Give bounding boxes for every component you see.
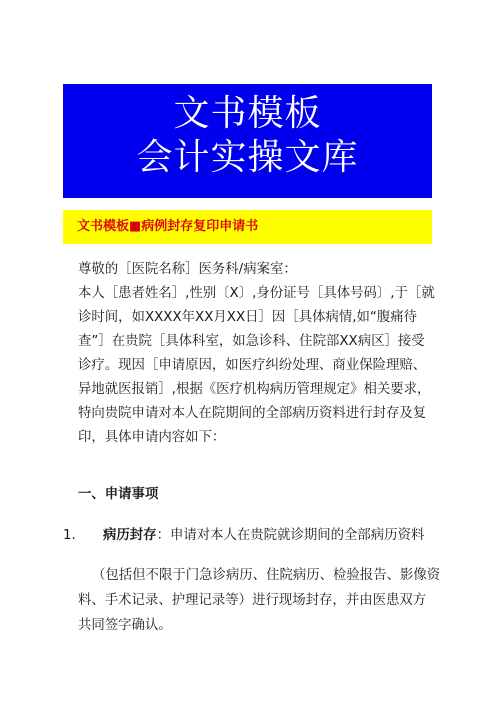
body-line: 共同签字确认。 [78, 618, 172, 633]
salutation-line: 尊敬的［医院名称］医务科/病案室： [78, 262, 297, 277]
letter-body [78, 258, 434, 450]
template-banner [63, 84, 432, 198]
section-heading: 一、申请事项 [78, 487, 159, 502]
list-item-text: ：申请对本人在贵院就诊期间的全部病历资料 [156, 528, 425, 543]
list-item-number: 1. [63, 528, 76, 543]
body-line: 诊疗。现因［申请原因，如医疗纠纷处理、商业保险理赔、 [78, 358, 427, 373]
body-line: 料、手术记录、护理记录等）进行现场封存，并由医患双方 [78, 593, 427, 608]
body-line: 诊时间，如XXXX年XX月XX日］因［具体病情,如“腹痛待 [78, 310, 418, 325]
body-line: 印，具体申请内容如下： [78, 430, 226, 445]
banner-line-2: 会计实操文库 [136, 137, 359, 178]
banner-line-1: 文书模板 [173, 93, 322, 134]
list-item-label: 病历封存 [103, 528, 157, 543]
body-line: 特向贵院申请对本人在院期间的全部病历资料进行封存及复 [78, 406, 427, 421]
body-line: 异地就医报销］,根据《医疗机构病历管理规定》相关要求， [78, 382, 431, 397]
list-item-continuation [78, 563, 441, 638]
list-item [63, 524, 424, 543]
body-line: 本人［患者姓名］,性别〔X〕,身份证号［具体号码〕,于［就 [78, 286, 435, 301]
body-line: 查”］在贵院［具体科室，如急诊科、住院部XX病区］接受 [78, 334, 425, 349]
document-title: 文书模板■病例封存复印申请书 [63, 210, 432, 244]
body-line: （包括但不限于门急诊病历、住院病历、检验报告、影像资 [92, 568, 441, 583]
